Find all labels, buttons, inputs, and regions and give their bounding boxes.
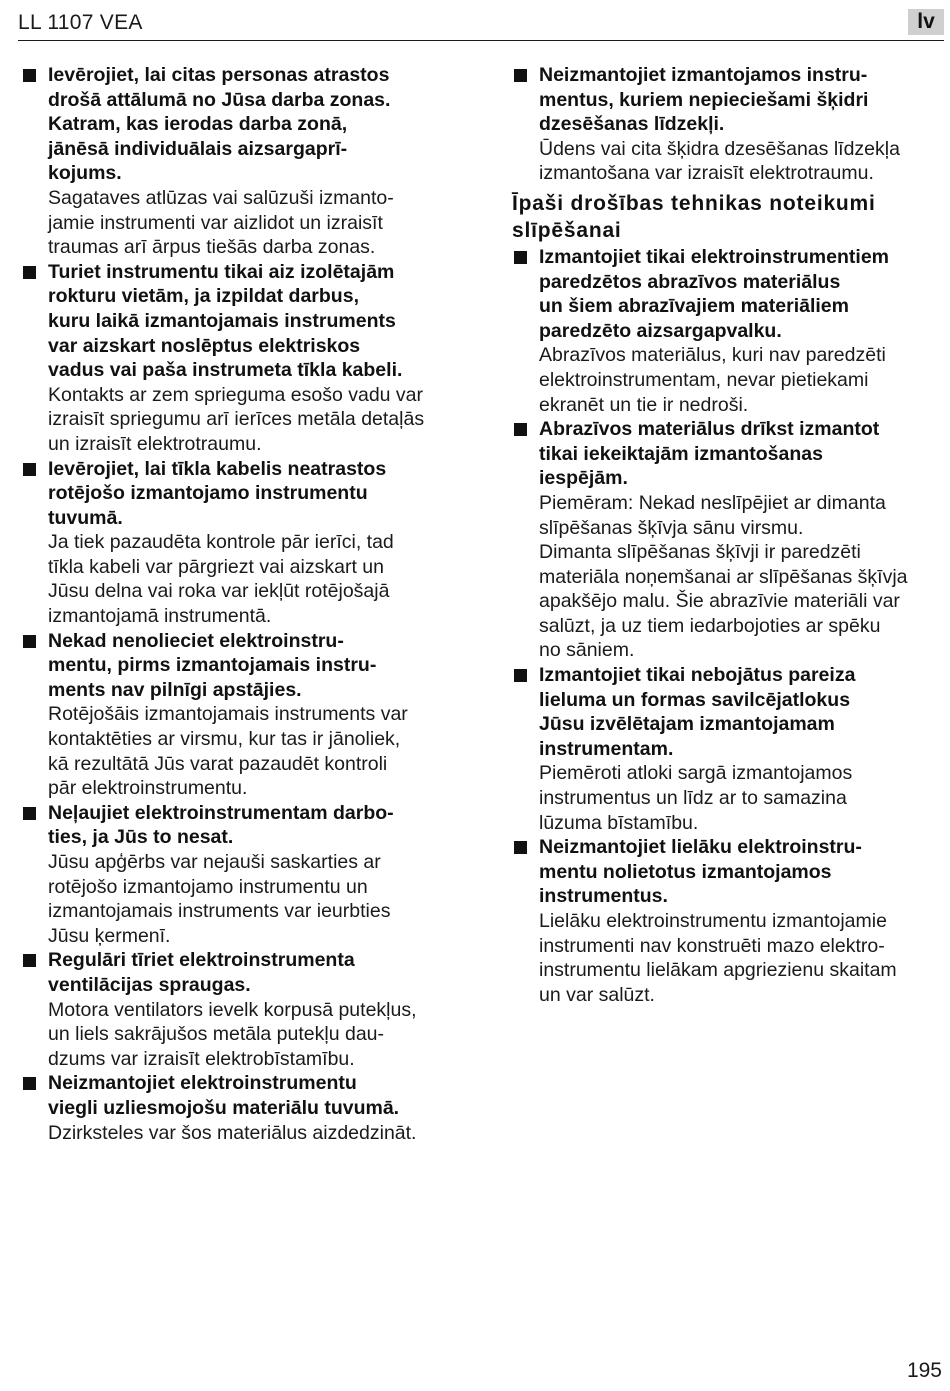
left-column	[21, 63, 461, 1145]
list-item	[21, 457, 461, 629]
square-bullet-icon	[23, 954, 36, 967]
item-text: Ūdens vai cita šķidra dzesēšanas līdzekļa izmantošana var izraisīt elektrotraumu.	[539, 137, 900, 185]
item-title: Abrazīvos materiālus drīkst izmantot tikai iekeiktajām izmantošanas iespējām.	[539, 418, 880, 490]
square-bullet-icon	[23, 635, 36, 648]
item-title: Regulāri tīriet elektroinstrumenta ventilācijas spraugas.	[48, 949, 355, 996]
list-item	[512, 245, 944, 417]
square-bullet-icon	[23, 69, 36, 82]
item-text: Rotējošāis izmantojamais instruments var kontaktēties ar virsmu, kur tas ir jānoliek, kā rezultātā Jūs varat pazaudēt kontroli pār elektroinstrumentu.	[48, 703, 408, 800]
item-text: Jūsu apģērbs var nejauši saskarties ar rotējošo izmantojamo instrumentu un izmantojamais instruments var ieurbties Jūsu ķermenī.	[48, 851, 391, 947]
square-bullet-icon	[514, 423, 527, 436]
list-item	[21, 63, 461, 260]
list-item	[21, 948, 461, 1071]
section-heading: Īpaši drošības tehnikas noteikumi slīpēšanai	[512, 191, 876, 242]
square-bullet-icon	[514, 669, 527, 682]
item-text: Piemēroti atloki sargā izmantojamos instrumentus un līdz ar to samazina lūzuma bīstamību.	[539, 762, 853, 834]
language-badge: lv	[908, 9, 944, 35]
item-text: Dzirksteles var šos materiālus aizdedzināt.	[48, 1121, 417, 1144]
list-item	[512, 417, 944, 663]
list-item	[512, 663, 944, 835]
item-text: Piemēram: Nekad neslīpējiet ar dimanta slīpēšanas šķīvja sānu virsmu. Dimanta slīpēšanas šķīvji ir paredzēti materiāla noņemšanai ar slīpēšanas šķīvja apakšējo malu. Šie abrazīvie materiāli var salūzt, ja uz tiem iedarbojoties ar spēku no sāniem.	[539, 491, 908, 662]
item-text: Sagataves atlūzas vai salūzuši izmanto- jamie instrumenti var aizlidot un izraisīt traumas arī ārpus tiešās darba zonas.	[48, 186, 394, 259]
item-title: Izmantojiet tikai nebojātus pareiza lieluma un formas savilcējatlokus Jūsu izvēlētajam izmantojamam instrumentam.	[539, 664, 856, 760]
right-column	[512, 63, 944, 1007]
square-bullet-icon	[514, 841, 527, 854]
item-title: Neizmantojiet lielāku elektroinstru- mentu nolietotus izmantojamos instrumentus.	[539, 836, 862, 908]
list-item	[21, 629, 461, 801]
item-title: Ievērojiet, lai citas personas atrastos drošā attālumā no Jūsa darba zonas. Katram, kas ierodas darba zonā, jānēsā individuālais aizsargaprī- kojums.	[48, 64, 391, 185]
item-title: Izmantojiet tikai elektroinstrumentiem paredzētos abrazīvos materiālus un šiem abrazīvajiem materiāliem paredzēto aizsargapvalku.	[539, 245, 890, 342]
list-item	[512, 835, 944, 1007]
list-item	[21, 801, 461, 949]
document-code: LL 1107 VEA	[18, 11, 143, 34]
item-title: Turiet instrumentu tikai aiz izolētajām rokturu vietām, ja izpildat darbus, kuru laikā izmantojamais instruments var aizskart noslēptus elektriskos vadus vai paša instrumeta tīkla kabeli.	[48, 260, 403, 382]
item-text: Kontakts ar zem sprieguma esošo vadu var izraisīt spriegumu arī ierīces metāla detaļās un izraisīt elektrotraumu.	[48, 383, 425, 455]
item-title: Neizmantojiet izmantojamos instru- mentus, kuriem nepieciešami šķidri dzesēšanas līdzekļi.	[539, 64, 869, 136]
square-bullet-icon	[514, 69, 527, 82]
square-bullet-icon	[23, 1077, 36, 1090]
item-text: Motora ventilators ievelk korpusā putekļus, un liels sakrājušos metāla putekļu dau- dzums var izraisīt elektrobīstamību.	[48, 998, 417, 1070]
square-bullet-icon	[23, 266, 36, 279]
list-item	[512, 63, 944, 186]
square-bullet-icon	[23, 807, 36, 820]
item-text: Abrazīvos materiālus, kuri nav paredzēti elektroinstrumentam, nevar pietiekami ekranēt un tie ir nedroši.	[539, 344, 886, 416]
item-title: Nekad nenolieciet elektroinstru- mentu, pirms izmantojamais instru- ments nav pilnīgi apstājies.	[48, 629, 377, 701]
square-bullet-icon	[514, 251, 527, 264]
square-bullet-icon	[23, 463, 36, 476]
item-title: Neizmantojiet elektroinstrumentu viegli uzliesmojošu materiālu tuvumā.	[48, 1072, 400, 1119]
item-title: Ievērojiet, lai tīkla kabelis neatrastos rotējošo izmantojamo instrumentu tuvumā.	[48, 457, 387, 529]
item-title: Neļaujiet elektroinstrumentam darbo- ties, ja Jūs to nesat.	[48, 801, 394, 849]
list-item	[21, 260, 461, 457]
list-item	[21, 1071, 461, 1145]
item-text: Ja tiek pazaudēta kontrole pār ierīci, tad tīkla kabeli var pārgriezt vai aizskart un Jūsu delna vai roka var iekļūt rotējošajā izmantojamā instrumentā.	[48, 531, 394, 628]
page-header	[18, 8, 944, 41]
item-text: Lielāku elektroinstrumentu izmantojamie instrumenti nav konstruēti mazo elektro- instrumentu lielākam apgriezienu skaitam un var salūzt.	[539, 910, 897, 1006]
page-number: 195	[906, 1359, 942, 1382]
